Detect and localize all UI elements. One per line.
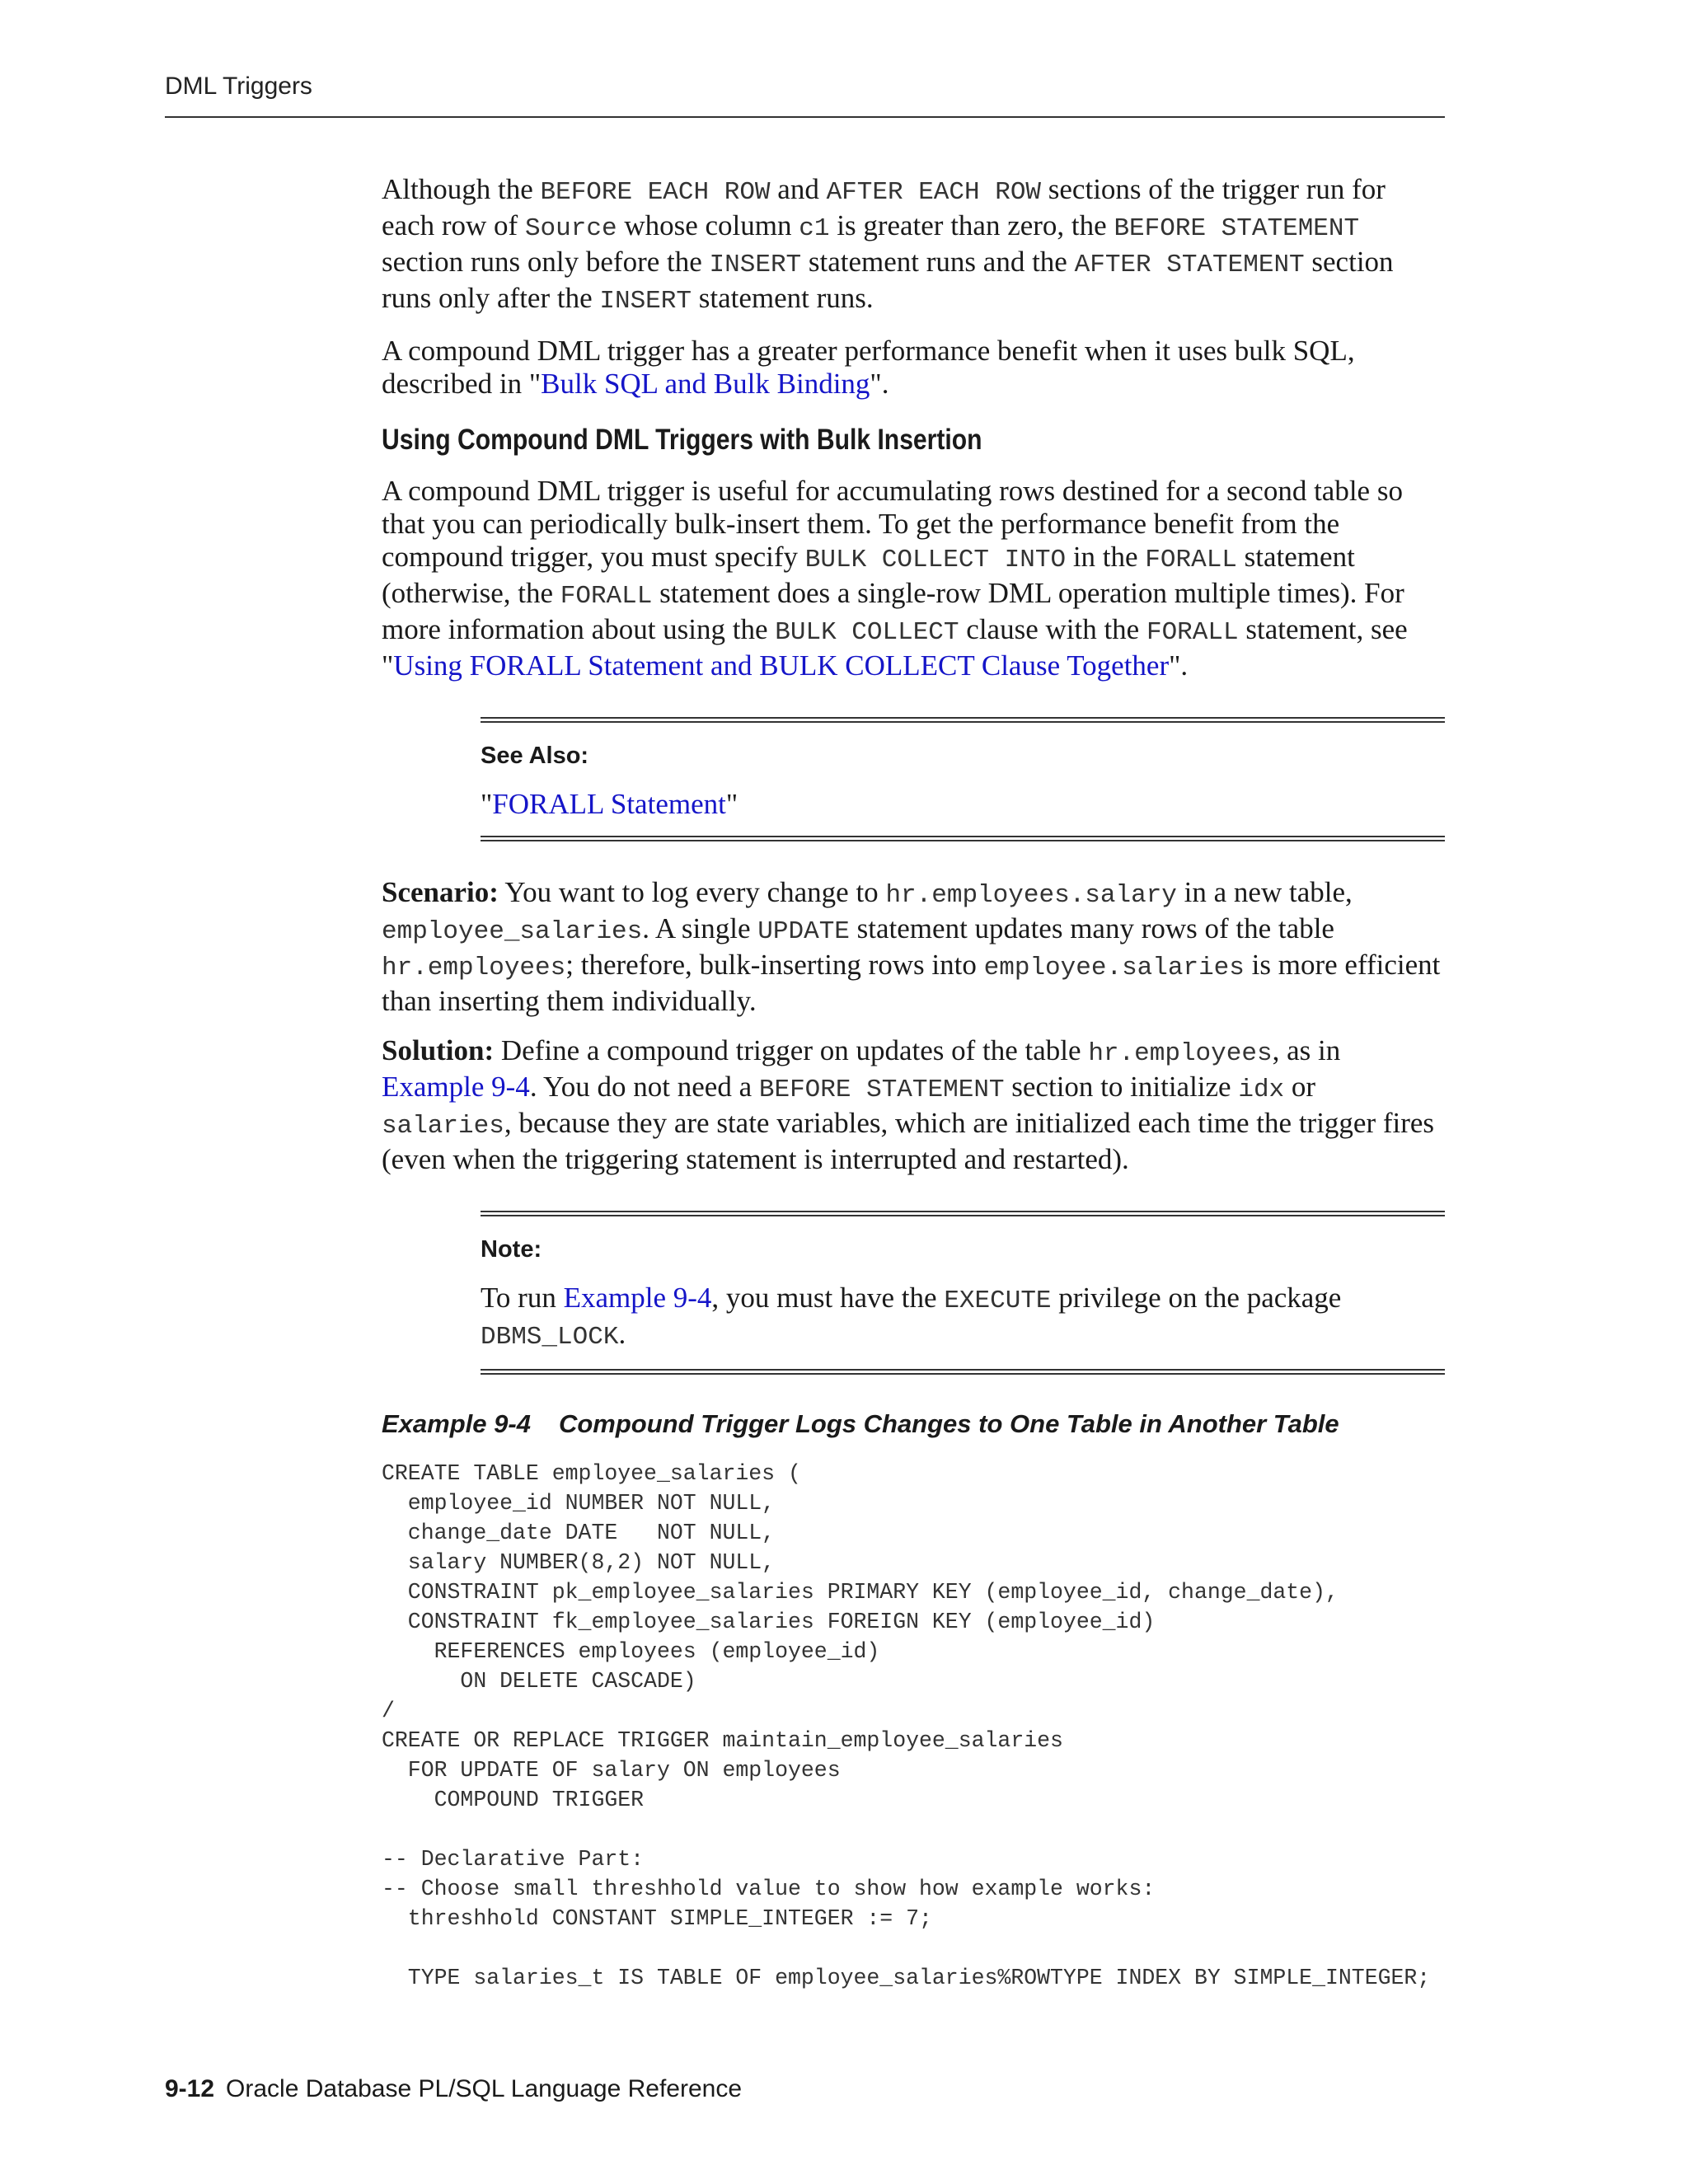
paragraph-trigger-sections: Although the BEFORE EACH ROW and AFTER EACH ROW sections of the trigger run for each row of Source whose column c1 is greater than zero, the BEFORE STATEMENT section runs only before the INSERT statement runs and the AFTER STATEMENT section runs only after the INSERT statement runs. <box>382 173 1394 316</box>
see-also-body: "FORALL Statement" <box>481 788 738 820</box>
code-insert: INSERT <box>599 287 692 316</box>
code-after-statement: AFTER STATEMENT <box>1074 251 1305 279</box>
paragraph-bulk-sql: A compound DML trigger has a greater performance benefit when it uses bulk SQL, described in "Bulk SQL and Bulk Binding". <box>382 335 1355 400</box>
running-header: DML Triggers <box>165 73 312 100</box>
code-c1: c1 <box>799 214 830 243</box>
main-content <box>382 173 1445 1993</box>
code-insert: INSERT <box>709 251 802 279</box>
note-body: To run Example 9-4, you must have the EXECUTE privilege on the package DBMS_LOCK. <box>481 1282 1342 1352</box>
code-bulk-collect-into: BULK COLLECT INTO <box>804 546 1067 574</box>
see-also-title: See Also: <box>481 743 589 769</box>
code-hr-employees: hr.employees <box>382 954 566 982</box>
code-forall: FORALL <box>1145 546 1237 574</box>
example-number: Example 9-4 <box>382 1409 531 1438</box>
code-before-statement: BEFORE STATEMENT <box>1114 214 1360 243</box>
section-heading: Using Compound DML Triggers with Bulk Insertion <box>382 424 982 456</box>
code-hr-employees-salary: hr.employees.salary <box>885 881 1177 910</box>
solution-label: Solution: <box>382 1034 495 1066</box>
scenario-label: Scenario: <box>382 876 499 908</box>
code-before-each-row: BEFORE EACH ROW <box>540 178 771 207</box>
link-forall-statement[interactable]: FORALL Statement <box>492 788 726 820</box>
code-before-statement: BEFORE STATEMENT <box>758 1076 1005 1104</box>
code-after-each-row: AFTER EACH ROW <box>826 178 1042 207</box>
code-employee-salaries-dot: employee.salaries <box>983 954 1245 982</box>
example-code-block: CREATE TABLE employee_salaries ( employee_id NUMBER NOT NULL, change_date DATE NOT NULL, salary NUMBER(8,2) NOT NULL, CONSTRAINT pk_employee_salaries PRIMARY KEY (employee_id, change_date), CONSTRAINT fk_employee_salaries FOREIGN KEY (employee_id) REFERENCES employees (employee_id) ON DELETE CASCADE) / CREATE OR REPLACE TRIGGER maintain_employee_salaries FOR UPDATE OF salary ON employees COMPOUND TRIGGER -- Declarative Part: -- Choose small threshhold value to show how example works: threshhold CONSTANT SIMPLE_INTEGER := 7; TYPE salaries_t IS TABLE OF employee_salaries%ROWTYPE INDEX BY SIMPLE_INTEGER; <box>382 1461 1431 1990</box>
page-footer <box>165 2075 742 2103</box>
paragraph-solution: Solution: Define a compound trigger on updates of the table hr.employees, as in Example 9-4. You do not need a BEFORE STATEMENT section to initialize idx or salaries, because they are state variables, which are initialized each time the trigger fires (even when the triggering statement is interrupted and restarted). <box>382 1034 1435 1175</box>
code-hr-employees: hr.employees <box>1088 1039 1273 1068</box>
code-bulk-collect: BULK COLLECT <box>775 618 959 647</box>
example-title <box>382 1409 1445 1439</box>
link-forall-bulk-collect[interactable]: Using FORALL Statement and BULK COLLECT Clause Together <box>393 649 1170 682</box>
code-forall: FORALL <box>560 582 653 611</box>
code-idx: idx <box>1238 1076 1285 1104</box>
book-title: Oracle Database PL/SQL Language Reference <box>226 2075 743 2102</box>
paragraph-bulk-insertion: A compound DML trigger is useful for accumulating rows destined for a second table so that you can periodically bulk-insert them. To get the performance benefit from the compound trigger, you must specify BULK COLLECT INTO in the FORALL statement (otherwise, the FORALL statement does a single-row DML operation multiple times). For more information about using the BULK COLLECT clause with the FORALL statement, see "Using FORALL Statement and BULK COLLECT Clause Together". <box>382 475 1408 682</box>
note-title: Note: <box>481 1236 542 1263</box>
paragraph-scenario: Scenario: You want to log every change to hr.employees.salary in a new table, employee_salaries. A single UPDATE statement updates many rows of the table hr.employees; therefore, bulk-inserting rows into employee.salaries is more efficient than inserting them individually. <box>382 876 1441 1017</box>
link-bulk-sql[interactable]: Bulk SQL and Bulk Binding <box>541 368 870 400</box>
example-caption: Compound Trigger Logs Changes to One Table in Another Table <box>558 1409 1339 1438</box>
link-example-9-4[interactable]: Example 9-4 <box>563 1282 712 1314</box>
code-source: Source <box>524 214 617 243</box>
code-employee-salaries: employee_salaries <box>382 917 643 946</box>
code-execute: EXECUTE <box>944 1286 1052 1315</box>
code-dbms-lock: DBMS_LOCK <box>481 1323 619 1352</box>
code-forall: FORALL <box>1146 618 1239 647</box>
see-also-box <box>481 717 1445 841</box>
header-rule <box>165 116 1445 118</box>
code-salaries: salaries <box>382 1112 504 1141</box>
page-number: 9-12 <box>165 2075 215 2102</box>
note-box <box>481 1211 1445 1375</box>
link-example-9-4[interactable]: Example 9-4 <box>382 1071 530 1103</box>
code-update: UPDATE <box>757 917 850 946</box>
